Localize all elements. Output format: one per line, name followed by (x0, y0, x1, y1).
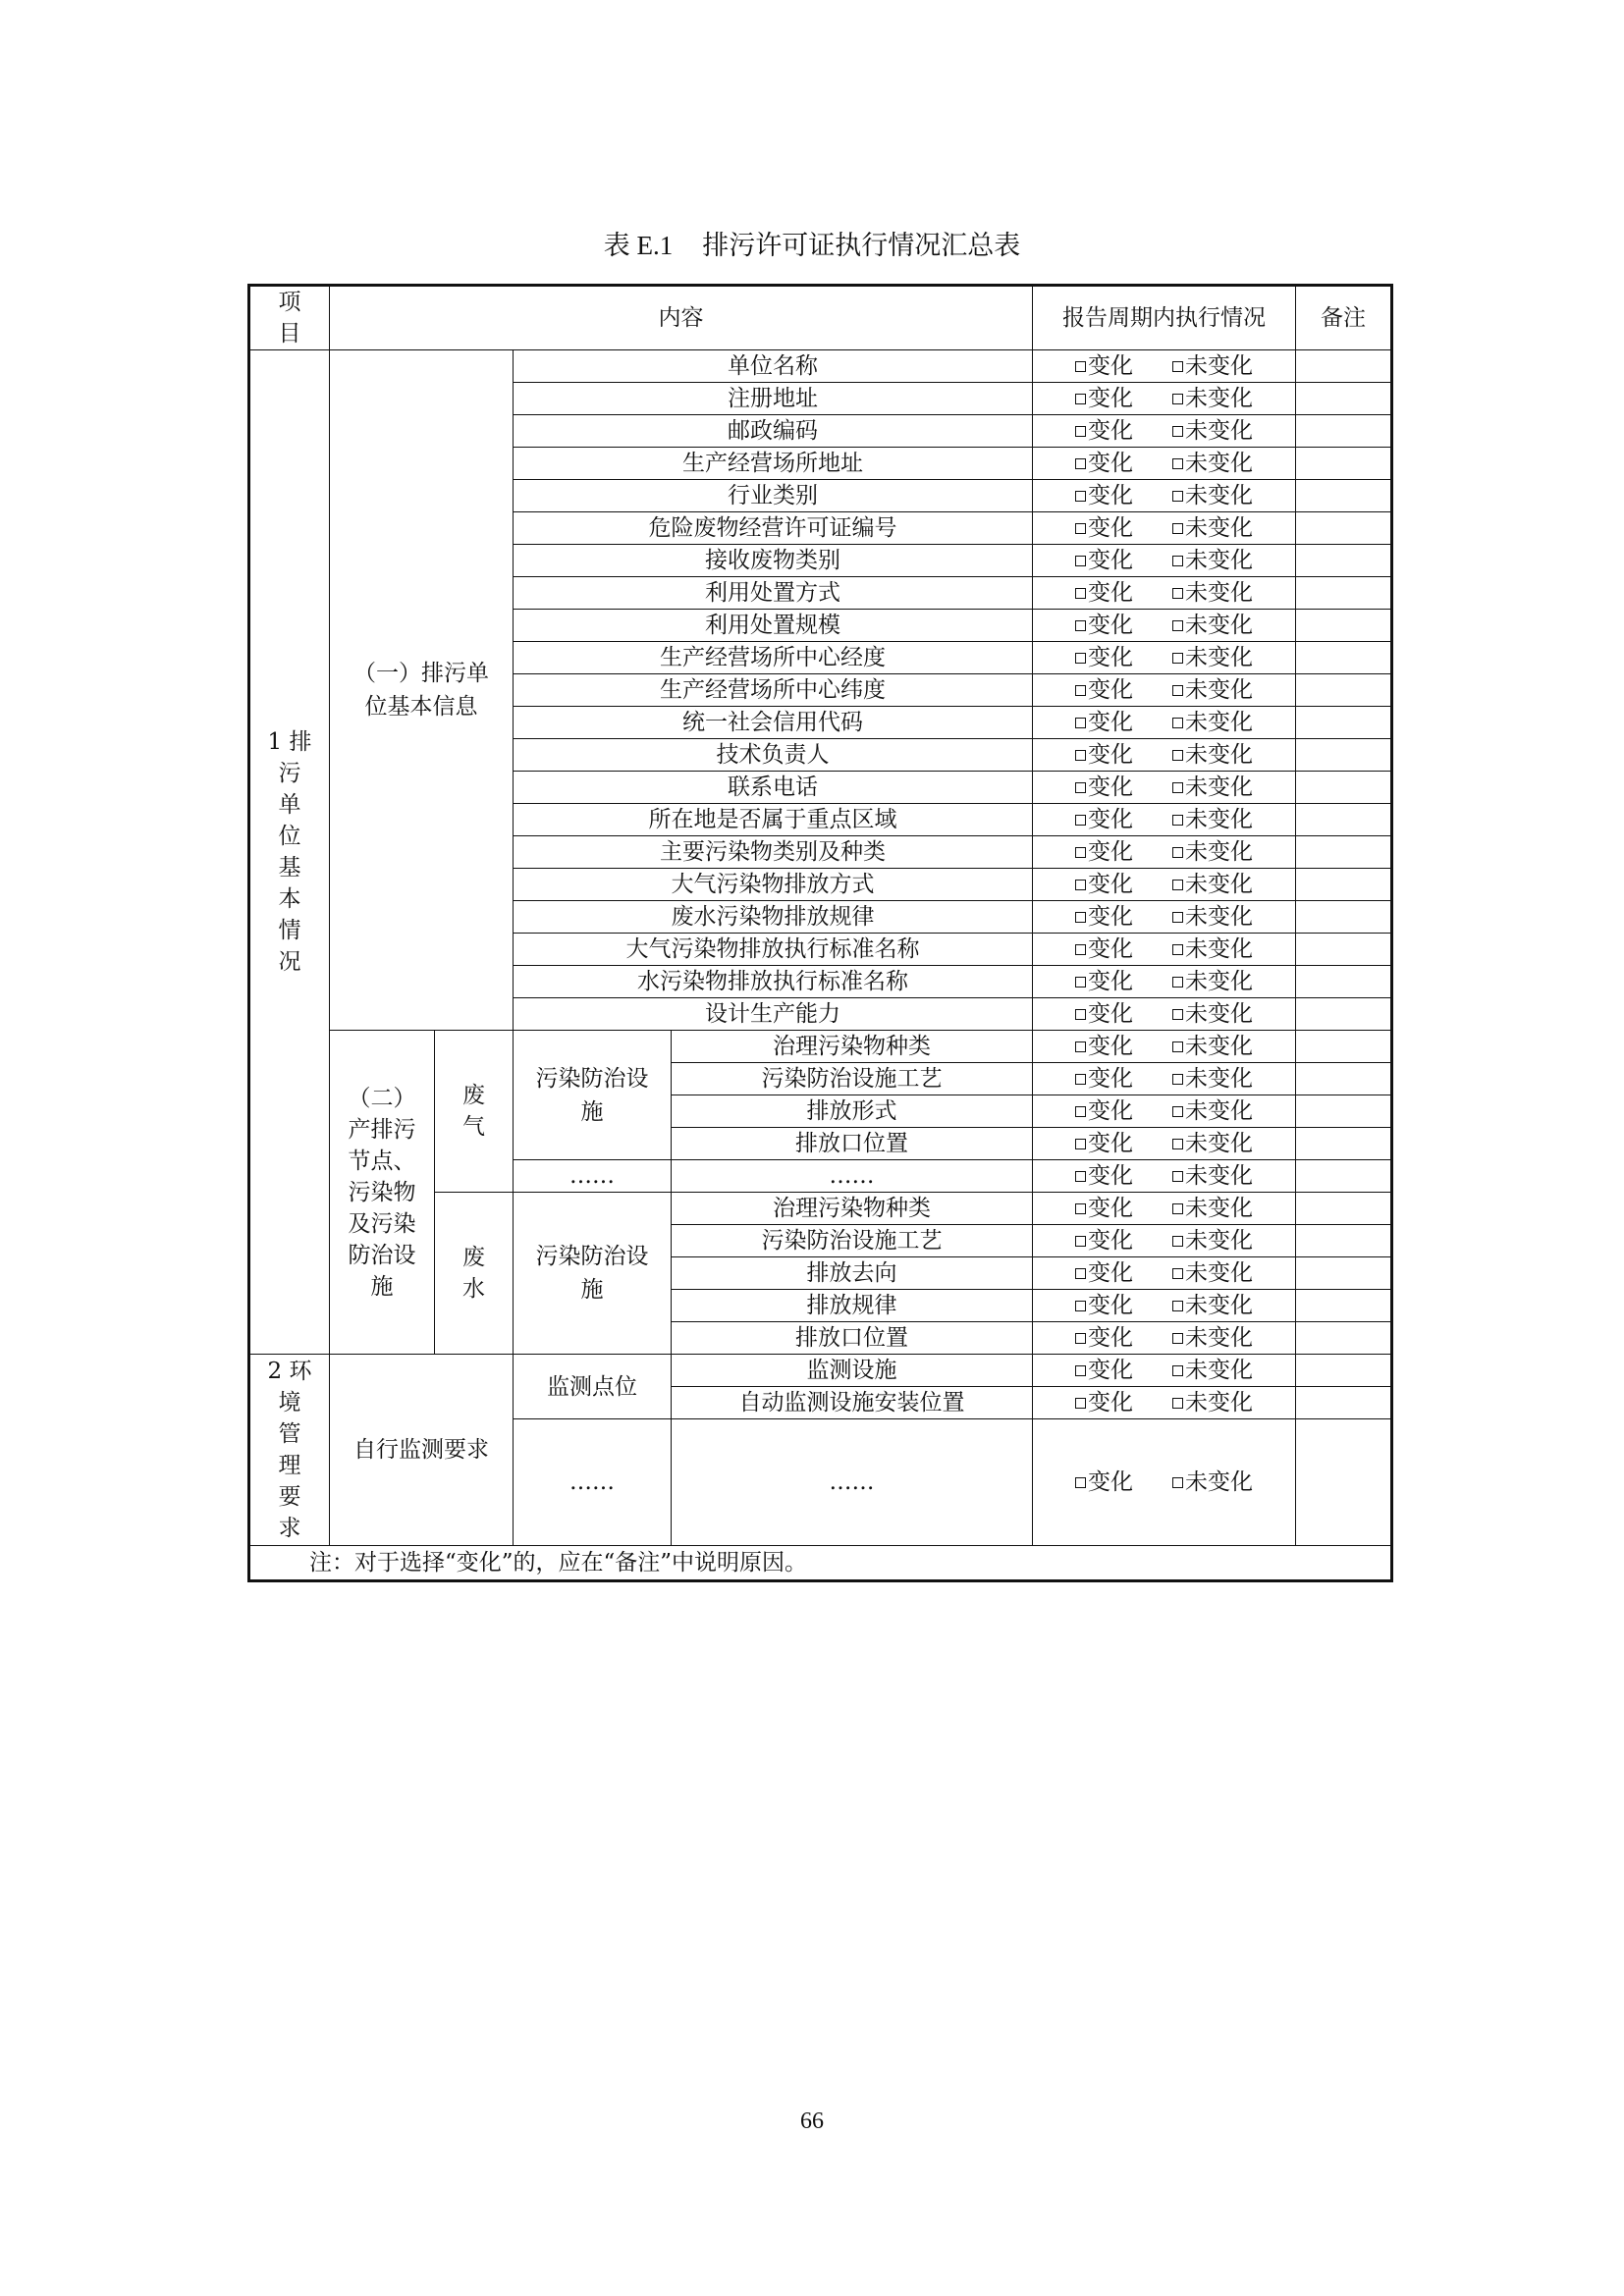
remark-cell[interactable] (1296, 1225, 1392, 1257)
status-cell (1033, 1322, 1296, 1355)
remark-cell[interactable] (1296, 934, 1392, 966)
changed-checkbox[interactable] (1075, 1268, 1086, 1279)
unchanged-label: 未变化 (1185, 774, 1253, 800)
unchanged-checkbox[interactable] (1172, 523, 1183, 534)
status-cell (1033, 1257, 1296, 1290)
unchanged-label: 未变化 (1185, 936, 1253, 962)
unchanged-label: 未变化 (1185, 451, 1253, 476)
unchanged-label: 未变化 (1185, 386, 1253, 411)
status-cell (1033, 1387, 1296, 1419)
changed-checkbox[interactable] (1075, 1171, 1086, 1182)
unchanged-label: 未变化 (1185, 613, 1253, 638)
ellipsis: …… (672, 1160, 1033, 1193)
changed-label: 变化 (1088, 839, 1133, 865)
item-label: 所在地是否属于重点区域 (514, 804, 1033, 836)
item-label: 排放口位置 (672, 1128, 1033, 1160)
status-cell (1033, 642, 1296, 674)
changed-checkbox[interactable] (1075, 685, 1086, 696)
remark-cell[interactable] (1296, 642, 1392, 674)
changed-label: 变化 (1088, 548, 1133, 573)
unchanged-checkbox[interactable] (1172, 1171, 1183, 1182)
item-label: 技术负责人 (514, 739, 1033, 772)
status-cell (1033, 1193, 1296, 1225)
changed-label: 变化 (1088, 774, 1133, 800)
unchanged-checkbox[interactable] (1172, 880, 1183, 890)
unchanged-label: 未变化 (1185, 710, 1253, 735)
water-facility: 污染防治设 施 (514, 1193, 672, 1355)
changed-label: 变化 (1088, 1325, 1133, 1351)
status-cell (1033, 739, 1296, 772)
remark-cell[interactable] (1296, 804, 1392, 836)
item-label: 治理污染物种类 (672, 1031, 1033, 1063)
item-label: 大气污染物排放执行标准名称 (514, 934, 1033, 966)
remark-cell[interactable] (1296, 480, 1392, 512)
unchanged-label: 未变化 (1185, 1358, 1253, 1383)
table-code: 表 E.1 (603, 231, 674, 260)
changed-label: 变化 (1088, 1293, 1133, 1318)
changed-checkbox[interactable] (1075, 491, 1086, 502)
unchanged-label: 未变化 (1185, 677, 1253, 703)
remark-cell[interactable] (1296, 1257, 1392, 1290)
unchanged-checkbox[interactable] (1172, 1106, 1183, 1117)
changed-label: 变化 (1088, 1131, 1133, 1156)
unchanged-checkbox[interactable] (1172, 1333, 1183, 1344)
remark-cell[interactable] (1296, 448, 1392, 480)
changed-label: 变化 (1088, 1390, 1133, 1415)
unchanged-checkbox[interactable] (1172, 1268, 1183, 1279)
remark-cell[interactable] (1296, 1160, 1392, 1193)
changed-checkbox[interactable] (1075, 1398, 1086, 1409)
unchanged-checkbox[interactable] (1172, 361, 1183, 372)
status-cell (1033, 901, 1296, 934)
header-content: 内容 (330, 286, 1033, 350)
unchanged-label: 未变化 (1185, 742, 1253, 768)
remark-cell[interactable] (1296, 1031, 1392, 1063)
remark-cell[interactable] (1296, 1290, 1392, 1322)
changed-label: 变化 (1088, 451, 1133, 476)
status-cell (1033, 1095, 1296, 1128)
status-cell (1033, 1063, 1296, 1095)
table-note: 注：对于选择“变化”的，应在“备注”中说明原因。 (249, 1546, 1392, 1581)
remark-cell[interactable] (1296, 350, 1392, 383)
changed-label: 变化 (1088, 386, 1133, 411)
changed-label: 变化 (1088, 1034, 1133, 1059)
sub2-label: （二） 产排污 节点、 污染物 及污染 防治设 施 (330, 1031, 435, 1355)
unchanged-checkbox[interactable] (1172, 556, 1183, 566)
status-cell (1033, 480, 1296, 512)
item-label: 排放形式 (672, 1095, 1033, 1128)
unchanged-checkbox[interactable] (1172, 847, 1183, 858)
remark-cell[interactable] (1296, 415, 1392, 448)
unchanged-label: 未变化 (1185, 1325, 1253, 1351)
status-cell (1033, 1419, 1296, 1546)
status-cell (1033, 966, 1296, 998)
unchanged-label: 未变化 (1185, 353, 1253, 379)
changed-label: 变化 (1088, 710, 1133, 735)
unchanged-checkbox[interactable] (1172, 718, 1183, 728)
changed-checkbox[interactable] (1075, 1106, 1086, 1117)
unchanged-checkbox[interactable] (1172, 620, 1183, 631)
unchanged-checkbox[interactable] (1172, 1041, 1183, 1052)
section2-label: 2 环 境 管 理 要 求 (249, 1355, 330, 1546)
unchanged-checkbox[interactable] (1172, 1203, 1183, 1214)
remark-cell[interactable] (1296, 869, 1392, 901)
unchanged-checkbox[interactable] (1172, 458, 1183, 469)
remark-cell[interactable] (1296, 1128, 1392, 1160)
sub1-label: （一）排污单 位基本信息 (330, 350, 514, 1031)
unchanged-checkbox[interactable] (1172, 1365, 1183, 1376)
changed-label: 变化 (1088, 1001, 1133, 1027)
unchanged-label: 未变化 (1185, 1228, 1253, 1254)
changed-checkbox[interactable] (1075, 1333, 1086, 1344)
changed-label: 变化 (1088, 1066, 1133, 1092)
remark-cell[interactable] (1296, 1322, 1392, 1355)
remark-cell[interactable] (1296, 1063, 1392, 1095)
unchanged-label: 未变化 (1185, 872, 1253, 897)
changed-checkbox[interactable] (1075, 620, 1086, 631)
unchanged-checkbox[interactable] (1172, 1074, 1183, 1085)
item-label: 接收废物类别 (514, 545, 1033, 577)
remark-cell[interactable] (1296, 836, 1392, 869)
item-label: 生产经营场所中心经度 (514, 642, 1033, 674)
unchanged-checkbox[interactable] (1172, 782, 1183, 793)
item-label: 污染防治设施工艺 (672, 1063, 1033, 1095)
changed-label: 变化 (1088, 872, 1133, 897)
item-label: 设计生产能力 (514, 998, 1033, 1031)
remark-cell[interactable] (1296, 739, 1392, 772)
remark-cell[interactable] (1296, 512, 1392, 545)
changed-checkbox[interactable] (1075, 718, 1086, 728)
unchanged-label: 未变化 (1185, 839, 1253, 865)
table-name: 排污许可证执行情况汇总表 (702, 231, 1021, 261)
gas-facility: 污染防治设 施 (514, 1031, 672, 1160)
ellipsis: …… (514, 1419, 672, 1546)
remark-cell[interactable] (1296, 577, 1392, 610)
unchanged-checkbox[interactable] (1172, 815, 1183, 826)
changed-checkbox[interactable] (1075, 782, 1086, 793)
status-cell (1033, 350, 1296, 383)
unchanged-label: 未变化 (1185, 1293, 1253, 1318)
unchanged-label: 未变化 (1185, 418, 1253, 444)
table-row (249, 286, 1392, 350)
item-label: 排放去向 (672, 1257, 1033, 1290)
status-cell (1033, 772, 1296, 804)
unchanged-label: 未变化 (1185, 1390, 1253, 1415)
unchanged-label: 未变化 (1185, 645, 1253, 670)
table-title (0, 224, 1624, 262)
changed-checkbox[interactable] (1075, 847, 1086, 858)
unchanged-label: 未变化 (1185, 548, 1253, 573)
remark-cell[interactable] (1296, 610, 1392, 642)
item-label: 单位名称 (514, 350, 1033, 383)
item-label: 大气污染物排放方式 (514, 869, 1033, 901)
unchanged-checkbox[interactable] (1172, 1301, 1183, 1311)
table-row (249, 1031, 1392, 1063)
status-cell (1033, 383, 1296, 415)
unchanged-label: 未变化 (1185, 904, 1253, 930)
status-cell (1033, 1290, 1296, 1322)
changed-label: 变化 (1088, 1469, 1133, 1495)
changed-checkbox[interactable] (1075, 750, 1086, 761)
changed-label: 变化 (1088, 353, 1133, 379)
unchanged-checkbox[interactable] (1172, 491, 1183, 502)
unchanged-label: 未变化 (1185, 1001, 1253, 1027)
item-label: 排放规律 (672, 1290, 1033, 1322)
changed-checkbox[interactable] (1075, 653, 1086, 664)
unchanged-label: 未变化 (1185, 1469, 1253, 1495)
item-label: 治理污染物种类 (672, 1193, 1033, 1225)
remark-cell[interactable] (1296, 998, 1392, 1031)
changed-checkbox[interactable] (1075, 1236, 1086, 1247)
changed-checkbox[interactable] (1075, 523, 1086, 534)
unchanged-checkbox[interactable] (1172, 1477, 1183, 1488)
changed-checkbox[interactable] (1075, 588, 1086, 599)
status-cell (1033, 1225, 1296, 1257)
changed-label: 变化 (1088, 1260, 1133, 1286)
ellipsis: …… (514, 1160, 672, 1193)
remark-cell[interactable] (1296, 545, 1392, 577)
header-item: 项 目 (249, 286, 330, 350)
unchanged-checkbox[interactable] (1172, 944, 1183, 955)
status-cell (1033, 869, 1296, 901)
changed-checkbox[interactable] (1075, 1365, 1086, 1376)
unchanged-label: 未变化 (1185, 483, 1253, 508)
unchanged-label: 未变化 (1185, 969, 1253, 994)
item-label: 废水污染物排放规律 (514, 901, 1033, 934)
status-cell (1033, 934, 1296, 966)
item-label: 联系电话 (514, 772, 1033, 804)
remark-cell[interactable] (1296, 383, 1392, 415)
changed-checkbox[interactable] (1075, 394, 1086, 404)
changed-checkbox[interactable] (1075, 944, 1086, 955)
status-cell (1033, 1355, 1296, 1387)
changed-label: 变化 (1088, 1163, 1133, 1189)
changed-label: 变化 (1088, 483, 1133, 508)
water-label: 废 水 (435, 1193, 514, 1355)
unchanged-checkbox[interactable] (1172, 653, 1183, 664)
item-label: 水污染物排放执行标准名称 (514, 966, 1033, 998)
changed-checkbox[interactable] (1075, 912, 1086, 923)
changed-checkbox[interactable] (1075, 426, 1086, 437)
item-label: 注册地址 (514, 383, 1033, 415)
changed-checkbox[interactable] (1075, 815, 1086, 826)
remark-cell[interactable] (1296, 901, 1392, 934)
unchanged-label: 未变化 (1185, 1098, 1253, 1124)
item-label: 利用处置规模 (514, 610, 1033, 642)
unchanged-label: 未变化 (1185, 1034, 1253, 1059)
status-cell (1033, 1031, 1296, 1063)
remark-cell[interactable] (1296, 707, 1392, 739)
remark-cell[interactable] (1296, 1419, 1392, 1546)
unchanged-label: 未变化 (1185, 1066, 1253, 1092)
unchanged-label: 未变化 (1185, 807, 1253, 832)
changed-checkbox[interactable] (1075, 880, 1086, 890)
remark-cell[interactable] (1296, 1095, 1392, 1128)
unchanged-checkbox[interactable] (1172, 588, 1183, 599)
table-row (249, 1355, 1392, 1387)
status-cell (1033, 804, 1296, 836)
changed-label: 变化 (1088, 515, 1133, 541)
item-label: 生产经营场所地址 (514, 448, 1033, 480)
status-cell (1033, 707, 1296, 739)
changed-label: 变化 (1088, 1228, 1133, 1254)
changed-label: 变化 (1088, 645, 1133, 670)
unchanged-checkbox[interactable] (1172, 1236, 1183, 1247)
status-cell (1033, 1160, 1296, 1193)
unchanged-checkbox[interactable] (1172, 394, 1183, 404)
unchanged-checkbox[interactable] (1172, 912, 1183, 923)
item-label: 污染防治设施工艺 (672, 1225, 1033, 1257)
changed-checkbox[interactable] (1075, 361, 1086, 372)
item-label: 生产经营场所中心纬度 (514, 674, 1033, 707)
changed-checkbox[interactable] (1075, 1301, 1086, 1311)
status-cell (1033, 674, 1296, 707)
changed-checkbox[interactable] (1075, 556, 1086, 566)
changed-checkbox[interactable] (1075, 458, 1086, 469)
unchanged-checkbox[interactable] (1172, 426, 1183, 437)
changed-label: 变化 (1088, 613, 1133, 638)
unchanged-checkbox[interactable] (1172, 1398, 1183, 1409)
changed-checkbox[interactable] (1075, 1074, 1086, 1085)
unchanged-label: 未变化 (1185, 515, 1253, 541)
unchanged-label: 未变化 (1185, 1131, 1253, 1156)
changed-label: 变化 (1088, 904, 1133, 930)
unchanged-checkbox[interactable] (1172, 750, 1183, 761)
changed-checkbox[interactable] (1075, 1477, 1086, 1488)
item-label: 主要污染物类别及种类 (514, 836, 1033, 869)
item-label: 排放口位置 (672, 1322, 1033, 1355)
changed-label: 变化 (1088, 1196, 1133, 1221)
remark-cell[interactable] (1296, 966, 1392, 998)
unchanged-checkbox[interactable] (1172, 1009, 1183, 1020)
remark-cell[interactable] (1296, 674, 1392, 707)
status-cell (1033, 448, 1296, 480)
remark-cell[interactable] (1296, 1355, 1392, 1387)
unchanged-checkbox[interactable] (1172, 1139, 1183, 1149)
changed-label: 变化 (1088, 742, 1133, 768)
table-row (249, 1546, 1392, 1581)
unchanged-label: 未变化 (1185, 580, 1253, 606)
item-label: 统一社会信用代码 (514, 707, 1033, 739)
item-label: 危险废物经营许可证编号 (514, 512, 1033, 545)
status-cell (1033, 512, 1296, 545)
item-label: 邮政编码 (514, 415, 1033, 448)
status-cell (1033, 545, 1296, 577)
changed-label: 变化 (1088, 580, 1133, 606)
section1-label: 1 排 污 单 位 基 本 情 况 (249, 350, 330, 1355)
remark-cell[interactable] (1296, 1193, 1392, 1225)
changed-checkbox[interactable] (1075, 1009, 1086, 1020)
header-status: 报告周期内执行情况 (1033, 286, 1296, 350)
changed-checkbox[interactable] (1075, 1203, 1086, 1214)
changed-checkbox[interactable] (1075, 1041, 1086, 1052)
item-label: 利用处置方式 (514, 577, 1033, 610)
status-cell (1033, 1128, 1296, 1160)
changed-checkbox[interactable] (1075, 977, 1086, 988)
item-label: 行业类别 (514, 480, 1033, 512)
status-cell (1033, 577, 1296, 610)
permit-summary-table (247, 284, 1393, 1582)
status-cell (1033, 415, 1296, 448)
changed-label: 变化 (1088, 1098, 1133, 1124)
unchanged-checkbox[interactable] (1172, 685, 1183, 696)
unchanged-label: 未变化 (1185, 1163, 1253, 1189)
remark-cell[interactable] (1296, 772, 1392, 804)
unchanged-label: 未变化 (1185, 1260, 1253, 1286)
unchanged-checkbox[interactable] (1172, 977, 1183, 988)
status-cell (1033, 610, 1296, 642)
ellipsis: …… (672, 1419, 1033, 1546)
header-remark: 备注 (1296, 286, 1392, 350)
changed-label: 变化 (1088, 969, 1133, 994)
changed-label: 变化 (1088, 418, 1133, 444)
status-cell (1033, 998, 1296, 1031)
item-label: 监测设施 (672, 1355, 1033, 1387)
changed-label: 变化 (1088, 936, 1133, 962)
changed-checkbox[interactable] (1075, 1139, 1086, 1149)
gas-label: 废 气 (435, 1031, 514, 1193)
status-cell (1033, 836, 1296, 869)
unchanged-label: 未变化 (1185, 1196, 1253, 1221)
item-label: 自动监测设施安装位置 (672, 1387, 1033, 1419)
table-row (249, 350, 1392, 383)
changed-label: 变化 (1088, 807, 1133, 832)
changed-label: 变化 (1088, 1358, 1133, 1383)
monitor-point: 监测点位 (514, 1355, 672, 1419)
page-number: 66 (800, 2109, 824, 2134)
remark-cell[interactable] (1296, 1387, 1392, 1419)
changed-label: 变化 (1088, 677, 1133, 703)
section2-sub: 自行监测要求 (330, 1355, 514, 1546)
